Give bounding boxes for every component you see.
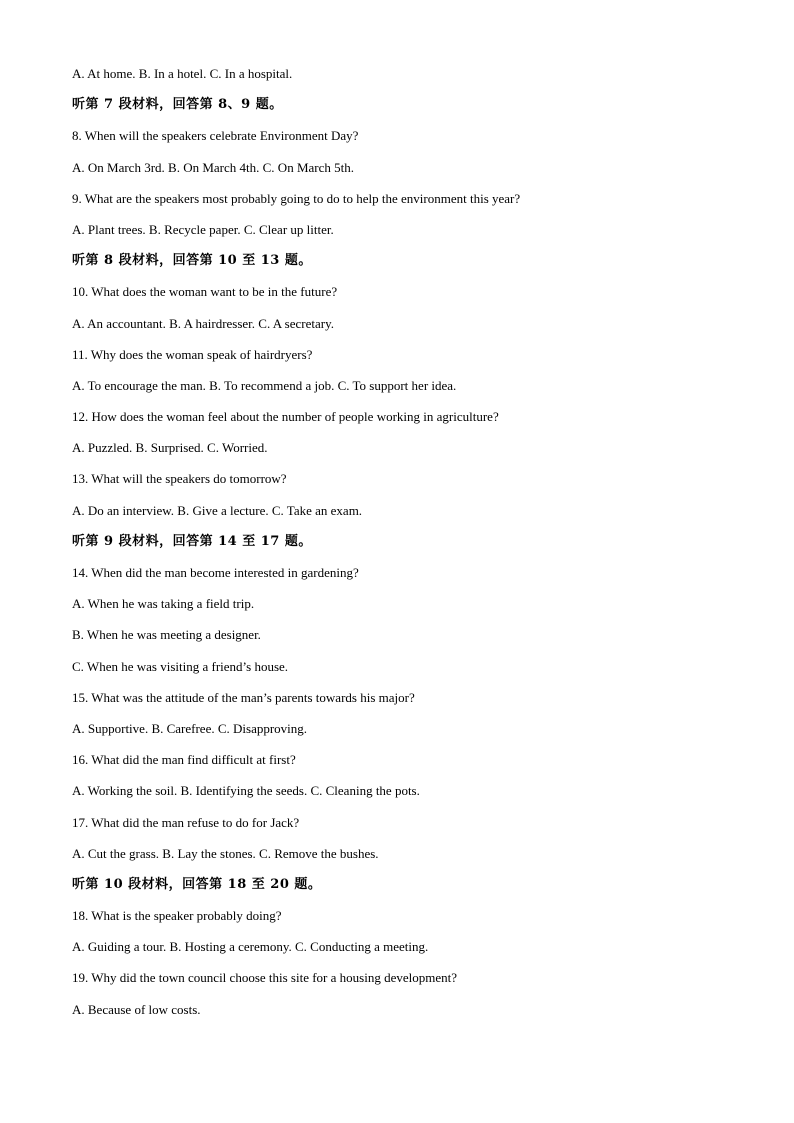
question-line: 9. What are the speakers most probably going to do to help the environment this year? (72, 190, 521, 206)
section-heading: 听第 7 段材料，回答第 8、9 题。 (72, 97, 283, 113)
option-line: A. An accountant. B. A hairdresser. C. A secretary. (72, 315, 334, 331)
section-heading: 听第 9 段材料，回答第 14 至 17 题。 (72, 533, 312, 549)
option-line: A. At home. B. In a hotel. C. In a hospital. (72, 66, 293, 81)
option-line: A. To encourage the man. B. To recommend a job. C. To support her idea. (72, 377, 457, 393)
section-heading: 听第 10 段材料，回答第 18 至 20 题。 (72, 876, 322, 892)
option-line: A. When he was taking a field trip. (72, 596, 255, 612)
option-line: B. When he was meeting a designer. (72, 627, 261, 643)
question-line: 14. When did the man become interested in gardening? (72, 565, 359, 580)
question-line: 12. How does the woman feel about the number of people working in agriculture? (72, 409, 499, 425)
question-line: 16. What did the man find difficult at first? (72, 752, 296, 768)
option-line: A. On March 3rd. B. On March 4th. C. On March 5th. (72, 159, 354, 175)
question-line: 13. What will the speakers do tomorrow? (72, 471, 287, 487)
option-line: A. Do an interview. B. Give a lecture. C. Take an exam. (72, 502, 363, 518)
option-line: A. Plant trees. B. Recycle paper. C. Clear up litter. (72, 221, 334, 237)
question-line: 15. What was the attitude of the man’s parents towards his major? (72, 689, 415, 705)
option-line: A. Puzzled. B. Surprised. C. Worried. (72, 440, 268, 456)
question-line: 17. What did the man refuse to do for Jack? (72, 814, 300, 830)
question-line: 8. When will the speakers celebrate Environment Day? (72, 128, 359, 144)
option-line: A. Working the soil. B. Identifying the seeds. C. Cleaning the pots. (72, 783, 420, 799)
question-line: 19. Why did the town council choose this site for a housing development? (72, 970, 457, 986)
document-page (72, 64, 732, 1031)
option-line: A. Cut the grass. B. Lay the stones. C. Remove the bushes. (72, 845, 379, 861)
option-line: C. When he was visiting a friend’s house. (72, 658, 289, 674)
option-line: A. Because of low costs. (72, 1001, 201, 1017)
question-line: 10. What does the woman want to be in the future? (72, 284, 338, 300)
question-line: 11. Why does the woman speak of hairdryers? (72, 346, 313, 362)
option-line: A. Guiding a tour. B. Hosting a ceremony. C. Conducting a meeting. (72, 939, 429, 955)
question-line: 18. What is the speaker probably doing? (72, 908, 282, 924)
section-heading: 听第 8 段材料，回答第 10 至 13 题。 (72, 253, 312, 269)
option-line: A. Supportive. B. Carefree. C. Disapproving. (72, 720, 308, 736)
